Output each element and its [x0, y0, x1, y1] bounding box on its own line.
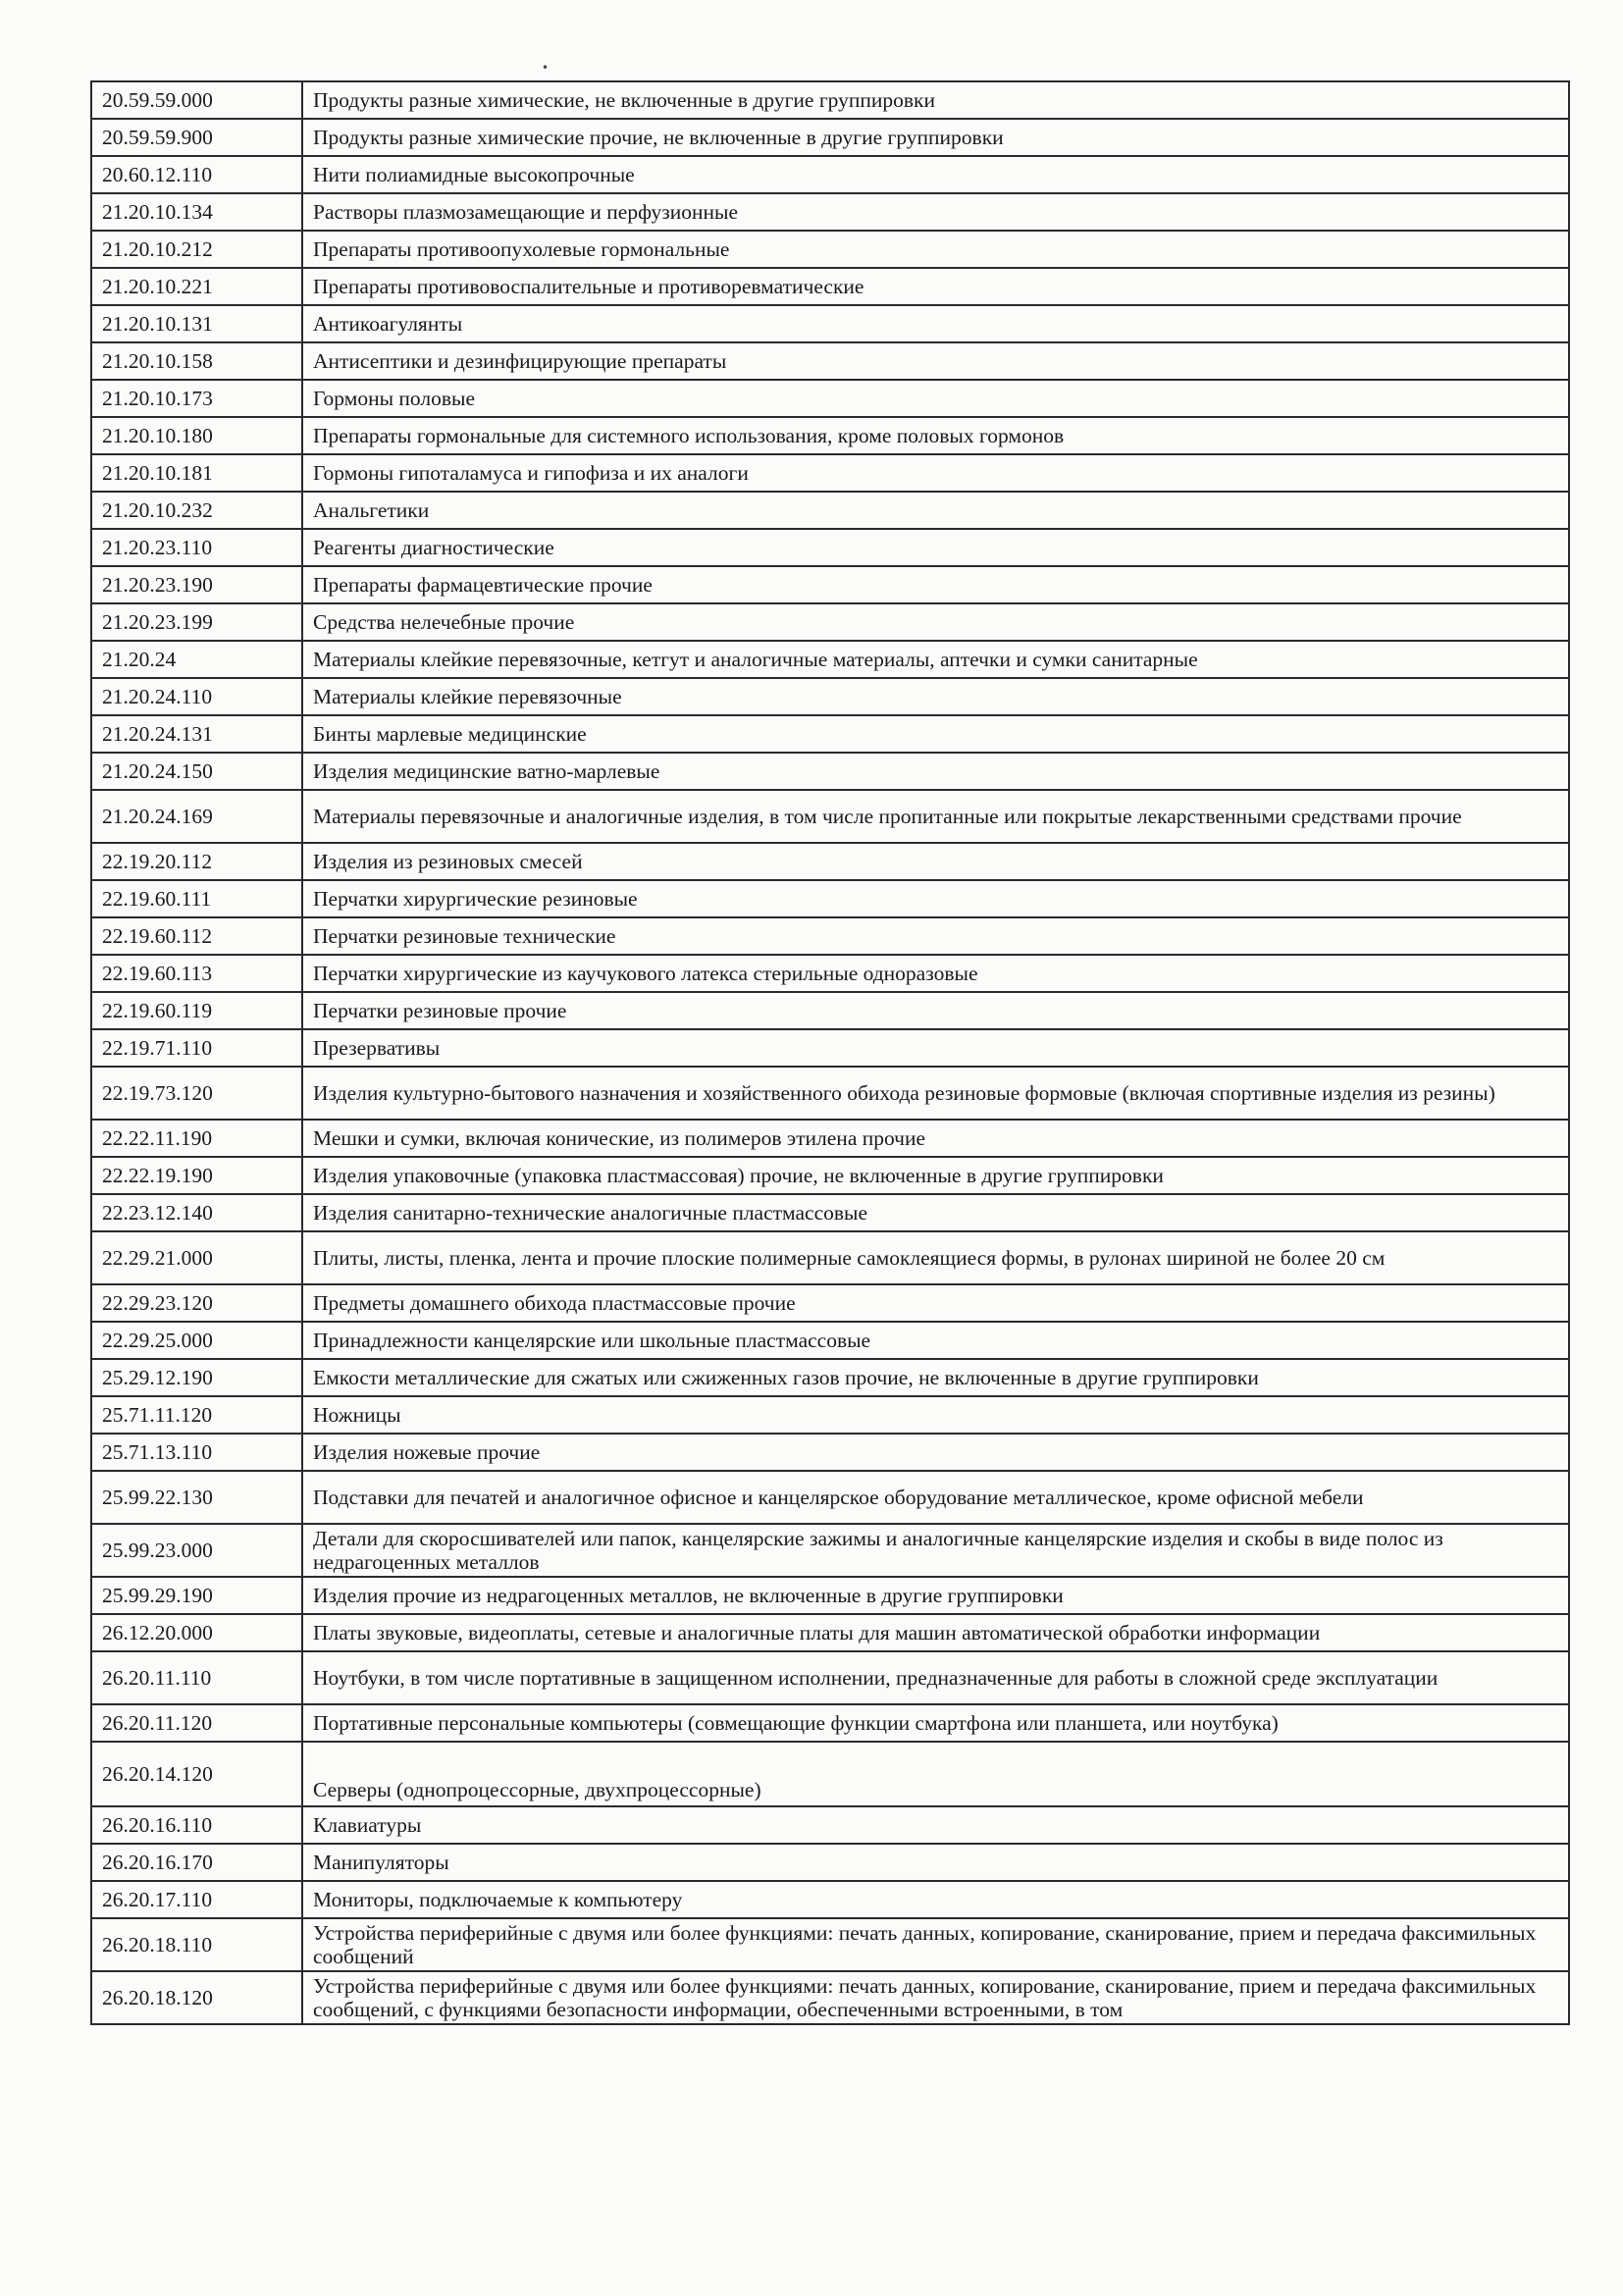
- product-name-cell: Изделия прочие из недрагоценных металлов, не включенные в другие группировки: [302, 1577, 1569, 1614]
- okpd-code-cell: 21.20.24: [91, 641, 302, 678]
- table-row: [91, 81, 1569, 119]
- product-name-cell: Клавиатуры: [302, 1806, 1569, 1844]
- table-row: [91, 1524, 1569, 1577]
- table-row: [91, 790, 1569, 843]
- table-row: [91, 1434, 1569, 1471]
- okpd-code-cell: 21.20.10.232: [91, 492, 302, 529]
- table-row: [91, 380, 1569, 417]
- table-row: [91, 753, 1569, 790]
- okpd-code-cell: 25.29.12.190: [91, 1359, 302, 1396]
- product-name-cell: Реагенты диагностические: [302, 529, 1569, 566]
- product-name-cell: Ноутбуки, в том числе портативные в защищенном исполнении, предназначенные для работы в сложной среде эксплуатации: [302, 1651, 1569, 1704]
- table-row: [91, 678, 1569, 715]
- okpd-code-cell: 22.22.11.190: [91, 1120, 302, 1157]
- product-name-cell: Бинты марлевые медицинские: [302, 715, 1569, 753]
- okpd-code-cell: 20.59.59.900: [91, 119, 302, 156]
- okpd-code-cell: 20.60.12.110: [91, 156, 302, 193]
- table-row: [91, 1359, 1569, 1396]
- okpd-code-cell: 22.29.23.120: [91, 1284, 302, 1322]
- okpd-code-cell: 26.12.20.000: [91, 1614, 302, 1651]
- table-row: [91, 1651, 1569, 1704]
- product-name-cell: Материалы перевязочные и аналогичные изделия, в том числе пропитанные или покрытые лекарственными средствами прочие: [302, 790, 1569, 843]
- okpd-code-cell: 22.19.71.110: [91, 1029, 302, 1067]
- okpd-code-cell: 22.23.12.140: [91, 1194, 302, 1231]
- table-row: [91, 566, 1569, 603]
- okpd-code-cell: 22.19.60.113: [91, 955, 302, 992]
- table-row: [91, 156, 1569, 193]
- product-name-cell: Изделия упаковочные (упаковка пластмассовая) прочие, не включенные в другие группировки: [302, 1157, 1569, 1194]
- product-name-cell: Устройства периферийные с двумя или более функциями: печать данных, копирование, сканирование, прием и передача факсимильных сообщений, с функциями безопасности информации, обеспеченными встроенными, в том: [302, 1971, 1569, 2024]
- okpd-code-cell: 22.29.21.000: [91, 1231, 302, 1284]
- table-row: [91, 641, 1569, 678]
- product-name-cell: Емкости металлические для сжатых или сжиженных газов прочие, не включенные в другие группировки: [302, 1359, 1569, 1396]
- product-name-cell: Изделия медицинские ватно-марлевые: [302, 753, 1569, 790]
- okpd-code-cell: 21.20.10.221: [91, 268, 302, 305]
- table-row: [91, 603, 1569, 641]
- okpd-code-cell: 25.71.11.120: [91, 1396, 302, 1434]
- product-name-cell: Препараты противовоспалительные и противоревматические: [302, 268, 1569, 305]
- scan-speck: •: [542, 61, 550, 75]
- product-name-cell: Портативные персональные компьютеры (совмещающие функции смартфона или планшета, или ноутбука): [302, 1704, 1569, 1742]
- product-name-cell: Изделия из резиновых смесей: [302, 843, 1569, 880]
- okpd-code-cell: 21.20.24.169: [91, 790, 302, 843]
- product-name-cell: Растворы плазмозамещающие и перфузионные: [302, 193, 1569, 231]
- okpd-code-cell: 22.19.60.111: [91, 880, 302, 917]
- okpd-code-cell: 21.20.10.181: [91, 454, 302, 492]
- table-row: [91, 1471, 1569, 1524]
- product-name-cell: Материалы клейкие перевязочные: [302, 678, 1569, 715]
- okpd-code-cell: 26.20.11.120: [91, 1704, 302, 1742]
- okpd-code-cell: 25.99.29.190: [91, 1577, 302, 1614]
- product-name-cell: Гормоны половые: [302, 380, 1569, 417]
- okpd-code-cell: 21.20.24.110: [91, 678, 302, 715]
- product-name-cell: Перчатки хирургические резиновые: [302, 880, 1569, 917]
- table-row: [91, 880, 1569, 917]
- table-row: [91, 955, 1569, 992]
- table-row: [91, 992, 1569, 1029]
- product-name-cell: Изделия ножевые прочие: [302, 1434, 1569, 1471]
- table-row: [91, 193, 1569, 231]
- table-row: [91, 715, 1569, 753]
- table-row: [91, 454, 1569, 492]
- okpd-code-cell: 20.59.59.000: [91, 81, 302, 119]
- okpd-code-cell: 25.71.13.110: [91, 1434, 302, 1471]
- okpd-code-cell: 26.20.17.110: [91, 1881, 302, 1918]
- okpd-code-cell: 21.20.10.180: [91, 417, 302, 454]
- table-row: [91, 1284, 1569, 1322]
- table-row: [91, 119, 1569, 156]
- table-row: [91, 1067, 1569, 1120]
- okpd-code-cell: 21.20.24.131: [91, 715, 302, 753]
- okpd-code-cell: 21.20.23.199: [91, 603, 302, 641]
- product-name-cell: Мешки и сумки, включая конические, из полимеров этилена прочие: [302, 1120, 1569, 1157]
- product-name-cell: Антикоагулянты: [302, 305, 1569, 342]
- okpd-code-cell: 25.99.22.130: [91, 1471, 302, 1524]
- okpd-code-cell: 26.20.18.110: [91, 1918, 302, 1971]
- product-name-cell: Серверы (однопроцессорные, двухпроцессорные): [302, 1742, 1569, 1806]
- table-row: [91, 1742, 1569, 1806]
- table-row: [91, 1918, 1569, 1971]
- table-row: [91, 1881, 1569, 1918]
- table-row: [91, 529, 1569, 566]
- okpd-code-cell: 26.20.16.110: [91, 1806, 302, 1844]
- product-name-cell: Плиты, листы, пленка, лента и прочие плоские полимерные самоклеящиеся формы, в рулонах шириной не более 20 см: [302, 1231, 1569, 1284]
- okpd-code-cell: 21.20.10.131: [91, 305, 302, 342]
- table-row: [91, 231, 1569, 268]
- product-name-cell: Продукты разные химические, не включенные в другие группировки: [302, 81, 1569, 119]
- product-name-cell: Мониторы, подключаемые к компьютеру: [302, 1881, 1569, 1918]
- product-name-cell: Устройства периферийные с двумя или более функциями: печать данных, копирование, сканирование, прием и передача факсимильных сообщений: [302, 1918, 1569, 1971]
- product-name-cell: Детали для скоросшивателей или папок, канцелярские зажимы и аналогичные канцелярские изделия и скобы в виде полос из недрагоценных металлов: [302, 1524, 1569, 1577]
- product-name-cell: Предметы домашнего обихода пластмассовые прочие: [302, 1284, 1569, 1322]
- okpd-code-cell: 26.20.11.110: [91, 1651, 302, 1704]
- okpd-code-cell: 26.20.14.120: [91, 1742, 302, 1806]
- okpd-code-cell: 21.20.10.212: [91, 231, 302, 268]
- product-name-cell: Подставки для печатей и аналогичное офисное и канцелярское оборудование металлическое, кроме офисной мебели: [302, 1471, 1569, 1524]
- table-row: [91, 1120, 1569, 1157]
- product-name-cell: Перчатки резиновые технические: [302, 917, 1569, 955]
- product-name-cell: Перчатки резиновые прочие: [302, 992, 1569, 1029]
- product-name-cell: Средства нелечебные прочие: [302, 603, 1569, 641]
- table-row: [91, 342, 1569, 380]
- table-row: [91, 917, 1569, 955]
- okpd-code-cell: 21.20.10.134: [91, 193, 302, 231]
- table-row: [91, 1971, 1569, 2024]
- product-name-cell: Продукты разные химические прочие, не включенные в другие группировки: [302, 119, 1569, 156]
- product-name-cell: Анальгетики: [302, 492, 1569, 529]
- table-row: [91, 1806, 1569, 1844]
- table-row: [91, 1577, 1569, 1614]
- okpd-code-cell: 21.20.10.158: [91, 342, 302, 380]
- table-row: [91, 1157, 1569, 1194]
- product-name-cell: Перчатки хирургические из каучукового латекса стерильные одноразовые: [302, 955, 1569, 992]
- table-body: [91, 81, 1569, 2024]
- okpd-code-cell: 22.19.60.119: [91, 992, 302, 1029]
- product-name-cell: Изделия санитарно-технические аналогичные пластмассовые: [302, 1194, 1569, 1231]
- product-name-cell: Нити полиамидные высокопрочные: [302, 156, 1569, 193]
- okpd-code-cell: 22.19.60.112: [91, 917, 302, 955]
- okpd-code-cell: 25.99.23.000: [91, 1524, 302, 1577]
- okpd-code-cell: 21.20.23.190: [91, 566, 302, 603]
- product-name-cell: Манипуляторы: [302, 1844, 1569, 1881]
- table-row: [91, 843, 1569, 880]
- product-name-cell: Платы звуковые, видеоплаты, сетевые и аналогичные платы для машин автоматической обработки информации: [302, 1614, 1569, 1651]
- table-row: [91, 1194, 1569, 1231]
- product-name-cell: Препараты противоопухолевые гормональные: [302, 231, 1569, 268]
- okpd-code-cell: 22.19.20.112: [91, 843, 302, 880]
- okpd-code-cell: 21.20.24.150: [91, 753, 302, 790]
- table-row: [91, 1704, 1569, 1742]
- product-name-cell: Препараты гормональные для системного использования, кроме половых гормонов: [302, 417, 1569, 454]
- table-row: [91, 268, 1569, 305]
- product-name-cell: Материалы клейкие перевязочные, кетгут и аналогичные материалы, аптечки и сумки санитарные: [302, 641, 1569, 678]
- table-row: [91, 1614, 1569, 1651]
- okpd-code-cell: 22.22.19.190: [91, 1157, 302, 1194]
- product-name-cell: Ножницы: [302, 1396, 1569, 1434]
- okpd-codes-table: [90, 80, 1570, 2025]
- product-name-cell: Препараты фармацевтические прочие: [302, 566, 1569, 603]
- okpd-code-cell: 21.20.10.173: [91, 380, 302, 417]
- table-row: [91, 1231, 1569, 1284]
- table-row: [91, 1029, 1569, 1067]
- table-row: [91, 417, 1569, 454]
- table-row: [91, 305, 1569, 342]
- okpd-code-cell: 26.20.16.170: [91, 1844, 302, 1881]
- okpd-code-cell: 22.29.25.000: [91, 1322, 302, 1359]
- product-name-cell: Принадлежности канцелярские или школьные пластмассовые: [302, 1322, 1569, 1359]
- product-name-cell: Презервативы: [302, 1029, 1569, 1067]
- okpd-code-cell: 22.19.73.120: [91, 1067, 302, 1120]
- table-row: [91, 1322, 1569, 1359]
- product-name-cell: Изделия культурно-бытового назначения и хозяйственного обихода резиновые формовые (включая спортивные изделия из резины): [302, 1067, 1569, 1120]
- okpd-code-cell: 21.20.23.110: [91, 529, 302, 566]
- table-row: [91, 1396, 1569, 1434]
- product-name-cell: Гормоны гипоталамуса и гипофиза и их аналоги: [302, 454, 1569, 492]
- okpd-code-cell: 26.20.18.120: [91, 1971, 302, 2024]
- table-row: [91, 492, 1569, 529]
- product-name-cell: Антисептики и дезинфицирующие препараты: [302, 342, 1569, 380]
- table-row: [91, 1844, 1569, 1881]
